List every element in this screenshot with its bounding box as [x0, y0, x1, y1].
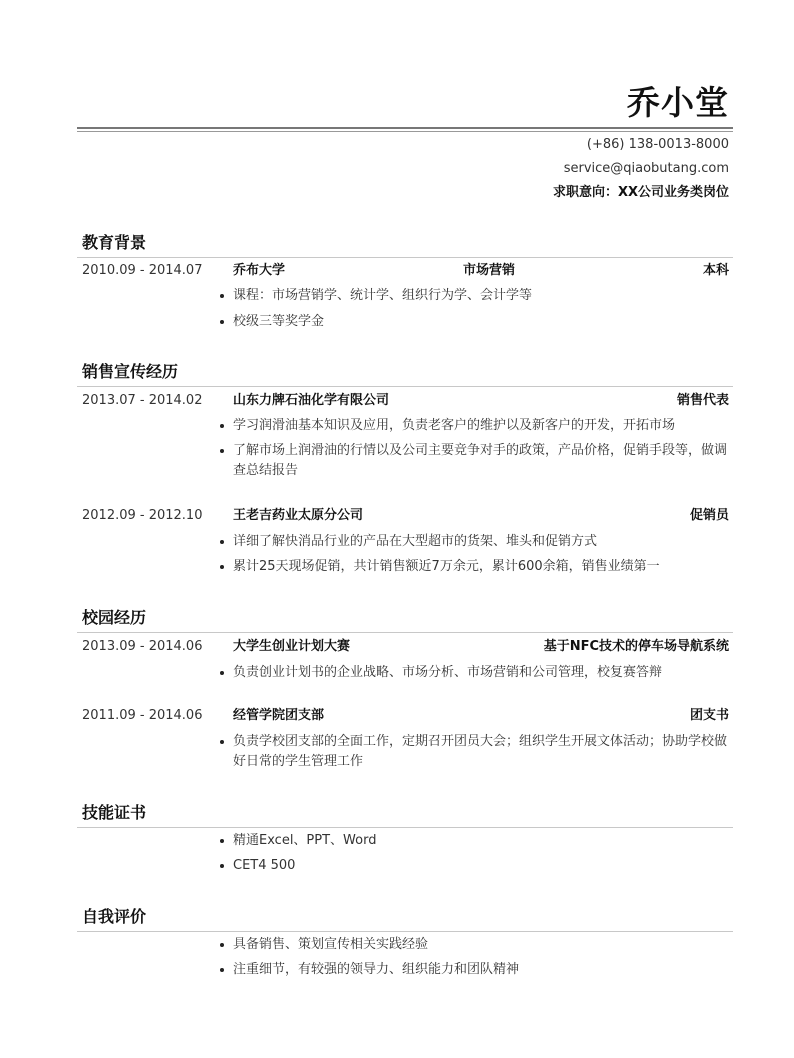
school-name: 乔布大学	[233, 263, 286, 278]
list-item: CET4 500	[220, 856, 730, 876]
bullet-icon	[220, 740, 224, 744]
list-item: 注重细节，有较强的领导力、组织能力和团队精神	[220, 960, 730, 980]
major-name: 市场营销	[463, 263, 516, 278]
list-item: 负责创业计划书的企业战略、市场分析、市场营销和公司管理，校复赛答辩	[220, 663, 730, 683]
entry-date: 2013.07 - 2014.02	[82, 393, 203, 408]
entry-date: 2013.09 - 2014.06	[82, 639, 203, 654]
section-title-sales: 销售宣传经历	[82, 362, 179, 381]
organization-name: 经管学院团支部	[233, 708, 325, 723]
list-item: 具备销售、策划宣传相关实践经验	[220, 935, 730, 955]
list-item: 学习润滑油基本知识及应用，负责老客户的维护以及新客户的开发，开拓市场	[220, 416, 730, 436]
list-item: 校级三等奖学金	[220, 312, 730, 332]
resume-page	[77, 0, 733, 1058]
phone-number: (+86) 138-0013-8000	[586, 137, 729, 152]
section-divider	[77, 257, 733, 258]
header-divider-thin	[77, 131, 733, 132]
candidate-name: 乔小堂	[627, 83, 729, 122]
company-name: 山东力牌石油化学有限公司	[233, 393, 390, 408]
activity-name: 大学生创业计划大赛	[233, 639, 351, 654]
header-divider	[77, 127, 733, 129]
job-title: 促销员	[689, 508, 729, 523]
bullet-icon	[220, 839, 224, 843]
bullet-icon	[220, 294, 224, 298]
bullet-icon	[220, 540, 224, 544]
bullet-icon	[220, 968, 224, 972]
bullet-icon	[220, 943, 224, 947]
job-title: 销售代表	[676, 393, 729, 408]
section-title-campus: 校园经历	[82, 608, 147, 627]
bullet-icon	[220, 864, 224, 868]
list-item: 精通Excel、PPT、Word	[220, 831, 730, 851]
bullet-icon	[220, 565, 224, 569]
position-title: 团支书	[689, 708, 729, 723]
section-title-education: 教育背景	[82, 233, 147, 252]
section-title-self-evaluation: 自我评价	[82, 907, 147, 926]
list-item: 课程：市场营销学、统计学、组织行为学、会计学等	[220, 286, 730, 306]
entry-date: 2010.09 - 2014.07	[82, 263, 203, 278]
section-divider	[77, 827, 733, 828]
project-title: 基于NFC技术的停车场导航系统	[543, 639, 729, 654]
section-divider	[77, 632, 733, 633]
email-address: service@qiaobutang.com	[563, 161, 729, 176]
company-name: 王老吉药业太原分公司	[233, 508, 364, 523]
job-objective: 求职意向：XX公司业务类岗位	[552, 185, 729, 200]
bullet-icon	[220, 449, 224, 453]
list-item: 了解市场上润滑油的行情以及公司主要竞争对手的政策，产品价格，促销手段等，做调查总结报告	[220, 441, 730, 481]
entry-date: 2012.09 - 2012.10	[82, 508, 203, 523]
entry-date: 2011.09 - 2014.06	[82, 708, 203, 723]
section-divider	[77, 386, 733, 387]
bullet-icon	[220, 320, 224, 324]
list-item: 累计25天现场促销，共计销售额近7万余元，累计600余箱，销售业绩第一	[220, 557, 730, 577]
degree: 本科	[702, 263, 729, 278]
bullet-icon	[220, 424, 224, 428]
list-item: 负责学校团支部的全面工作，定期召开团员大会；组织学生开展文体活动；协助学校做好日常的学生管理工作	[220, 732, 730, 772]
section-divider	[77, 931, 733, 932]
bullet-icon	[220, 671, 224, 675]
list-item: 详细了解快消品行业的产品在大型超市的货架、堆头和促销方式	[220, 532, 730, 552]
section-title-skills: 技能证书	[82, 803, 147, 822]
